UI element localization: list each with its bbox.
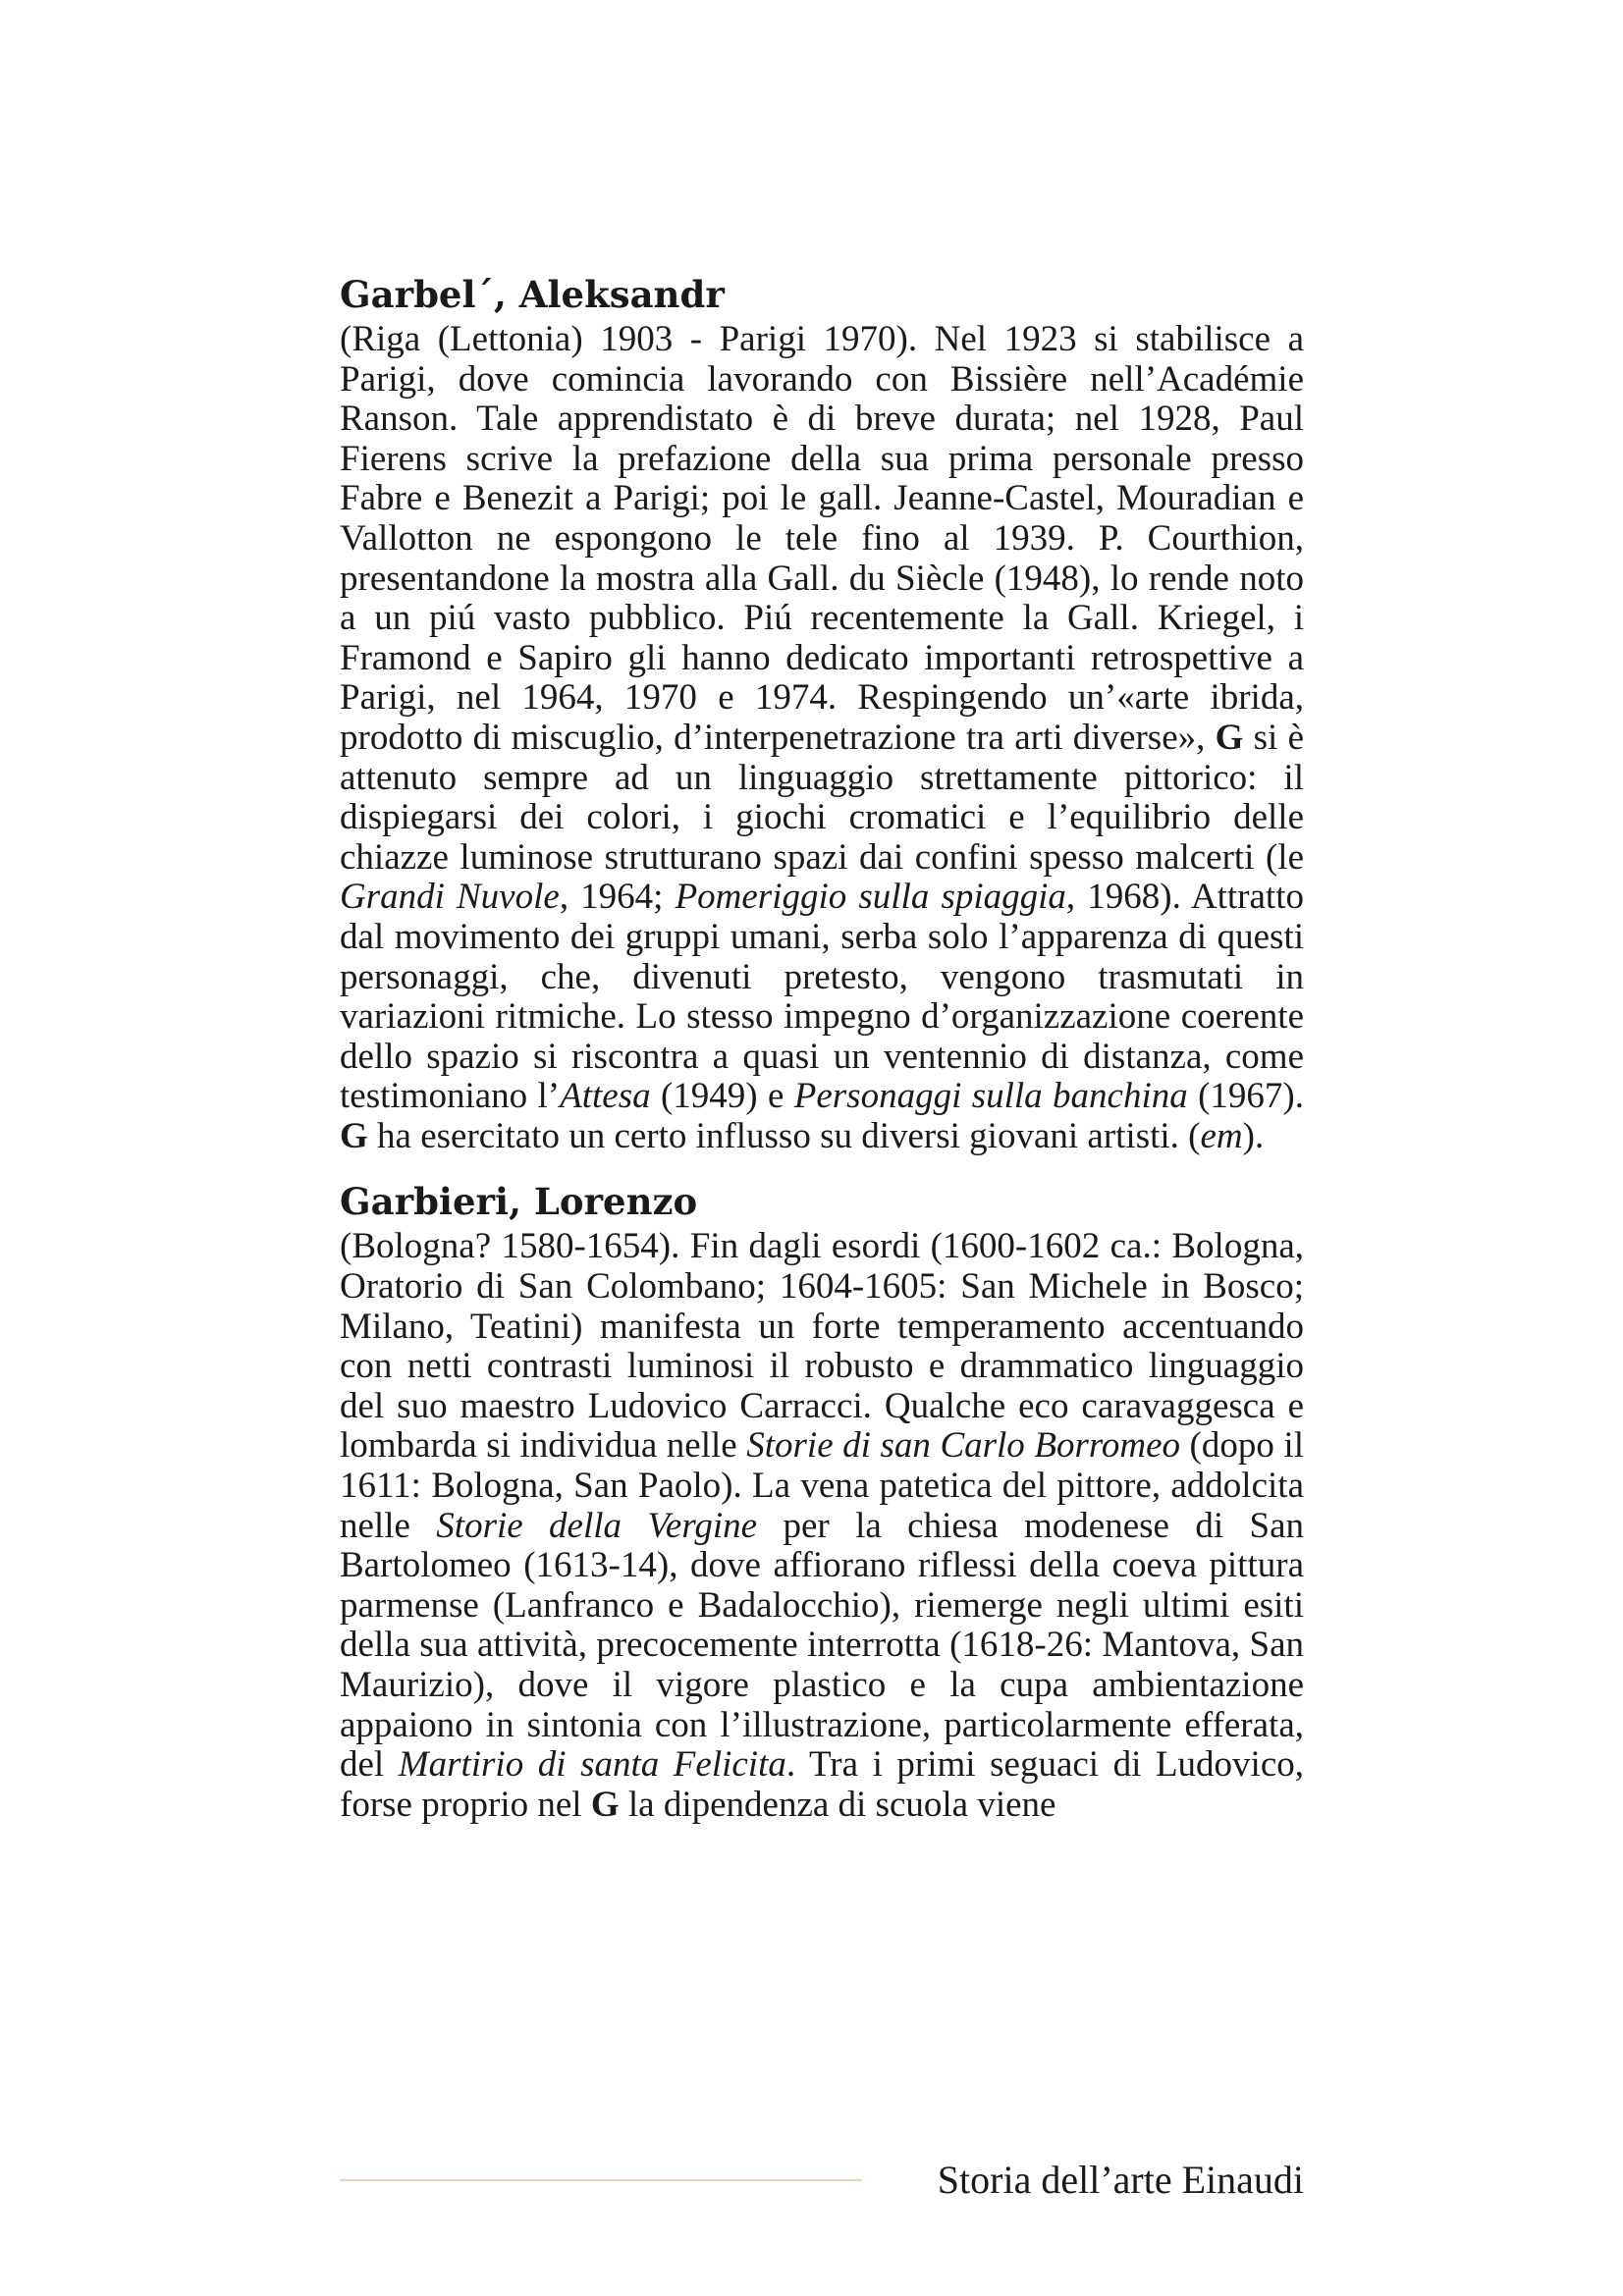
publication-title: Storia dell’arte Einaudi [937, 2158, 1304, 2202]
text-run: si è attenuto sempre ad un linguaggio strettamente pittorico: il dispiegarsi dei colori, i giochi cromatici e l’equilibrio delle chiazze luminose strutturano spazi dai confini spesso malcerti (le [340, 717, 1305, 878]
bold-abbrev: G [590, 1784, 620, 1825]
text-run: la dipendenza di scuola viene [619, 1784, 1056, 1825]
bold-abbrev: G [1215, 717, 1244, 758]
bold-abbrev: G [340, 1115, 368, 1156]
text-run: , 1968). Attratto dal movimento dei gruppi umani, serba solo l’apparenza di questi personaggi, che, divenuti pretesto, vengono trasmutati in variazioni ritmiche. Lo stesso impegno d’organizzazione coerente dello spazio si riscontra a quasi un ventennio di distanza, come testimoniano l’ [340, 877, 1304, 1117]
entry-text [340, 320, 1304, 1156]
entry-text [340, 1227, 1304, 1825]
entry-heading: Garbel´, Aleksandr [340, 273, 725, 316]
italic-title: em [1200, 1115, 1243, 1156]
italic-title: Personaggi sulla banchina [793, 1076, 1188, 1117]
footer-divider [340, 2179, 862, 2181]
entry-heading: Garbieri, Lorenzo [340, 1180, 698, 1224]
text-run: (Riga (Lettonia) 1903 - Parigi 1970). Nel 1923 si stabilisce a Parigi, dove comincia lavorando con Bissière nell’Académie Ranson. Tale apprendistato è di breve durata; nel 1928, Paul Fierens scrive la prefazione della sua prima personale presso Fabre e Benezit a Parigi; poi le gall. Jeanne-Castel, Mouradian e Vallotton ne espongono le tele fino al 1939. P. Courthion, presentandone la mostra alla Gall. du Siècle (1948), lo rende noto a un piú vasto pubblico. Piú recentemente la Gall. Kriegel, i Framond e Sapiro gli hanno dedicato importanti retrospettive a Parigi, nel 1964, 1970 e 1974. Respingendo un’«arte ibrida, prodotto di miscuglio, d’interpenetrazione tra arti diverse», [340, 319, 1304, 758]
text-run: (Bologna? 1580-1654). Fin dagli esordi (1600-1602 ca.: Bologna, Oratorio di San Colombano; 1604-1605: San Michele in Bosco; Milano, Teatini) manifesta un forte temperamento accentuando con netti contrasti luminosi il robusto e drammatico linguaggio del suo maestro Ludovico Carracci. Qualche eco caravaggesca e lombarda si individua nelle [340, 1226, 1304, 1467]
text-run: (1967). [1187, 1076, 1304, 1117]
italic-title: Attesa [560, 1076, 651, 1117]
entry-garbieri [340, 1178, 1304, 1825]
text-run: ). [1242, 1115, 1265, 1156]
text-run: (dopo il 1611: Bologna, San Paolo). La vena patetica del pittore, addolcita nelle [340, 1425, 1304, 1546]
italic-title: Storie della Vergine [436, 1505, 758, 1546]
text-run: per la chiesa modenese di San Bartolomeo (1613-14), dove affiorano riflessi della coeva pittura parmense (Lanfranco e Badalocchio), riemerge negli ultimi esiti della sua attività, precocemente interrotta (1618-26: Mantova, San Maurizio), dove il vigore plastico e la cupa ambientazione appaiono in sintonia con l’illustrazione, particolarmente efferata, del [340, 1505, 1304, 1786]
text-run: (1949) e [650, 1076, 794, 1117]
page-footer [340, 2156, 1304, 2205]
italic-title: Storie di san Carlo Borromeo [746, 1425, 1181, 1467]
text-run: ha esercitato un certo influsso su diversi giovani artisti. ( [367, 1115, 1201, 1156]
text-run: , 1964; [559, 877, 676, 918]
italic-title: Martirio di santa Felicita [398, 1744, 786, 1786]
italic-title: Grandi Nuvole [340, 877, 560, 918]
italic-title: Pomeriggio sulla spiaggia [675, 877, 1066, 918]
text-run: . Tra i primi seguaci di Ludovico, forse proprio nel [340, 1744, 1304, 1825]
document-page [340, 271, 1304, 1825]
entry-garbel [340, 271, 1304, 1156]
